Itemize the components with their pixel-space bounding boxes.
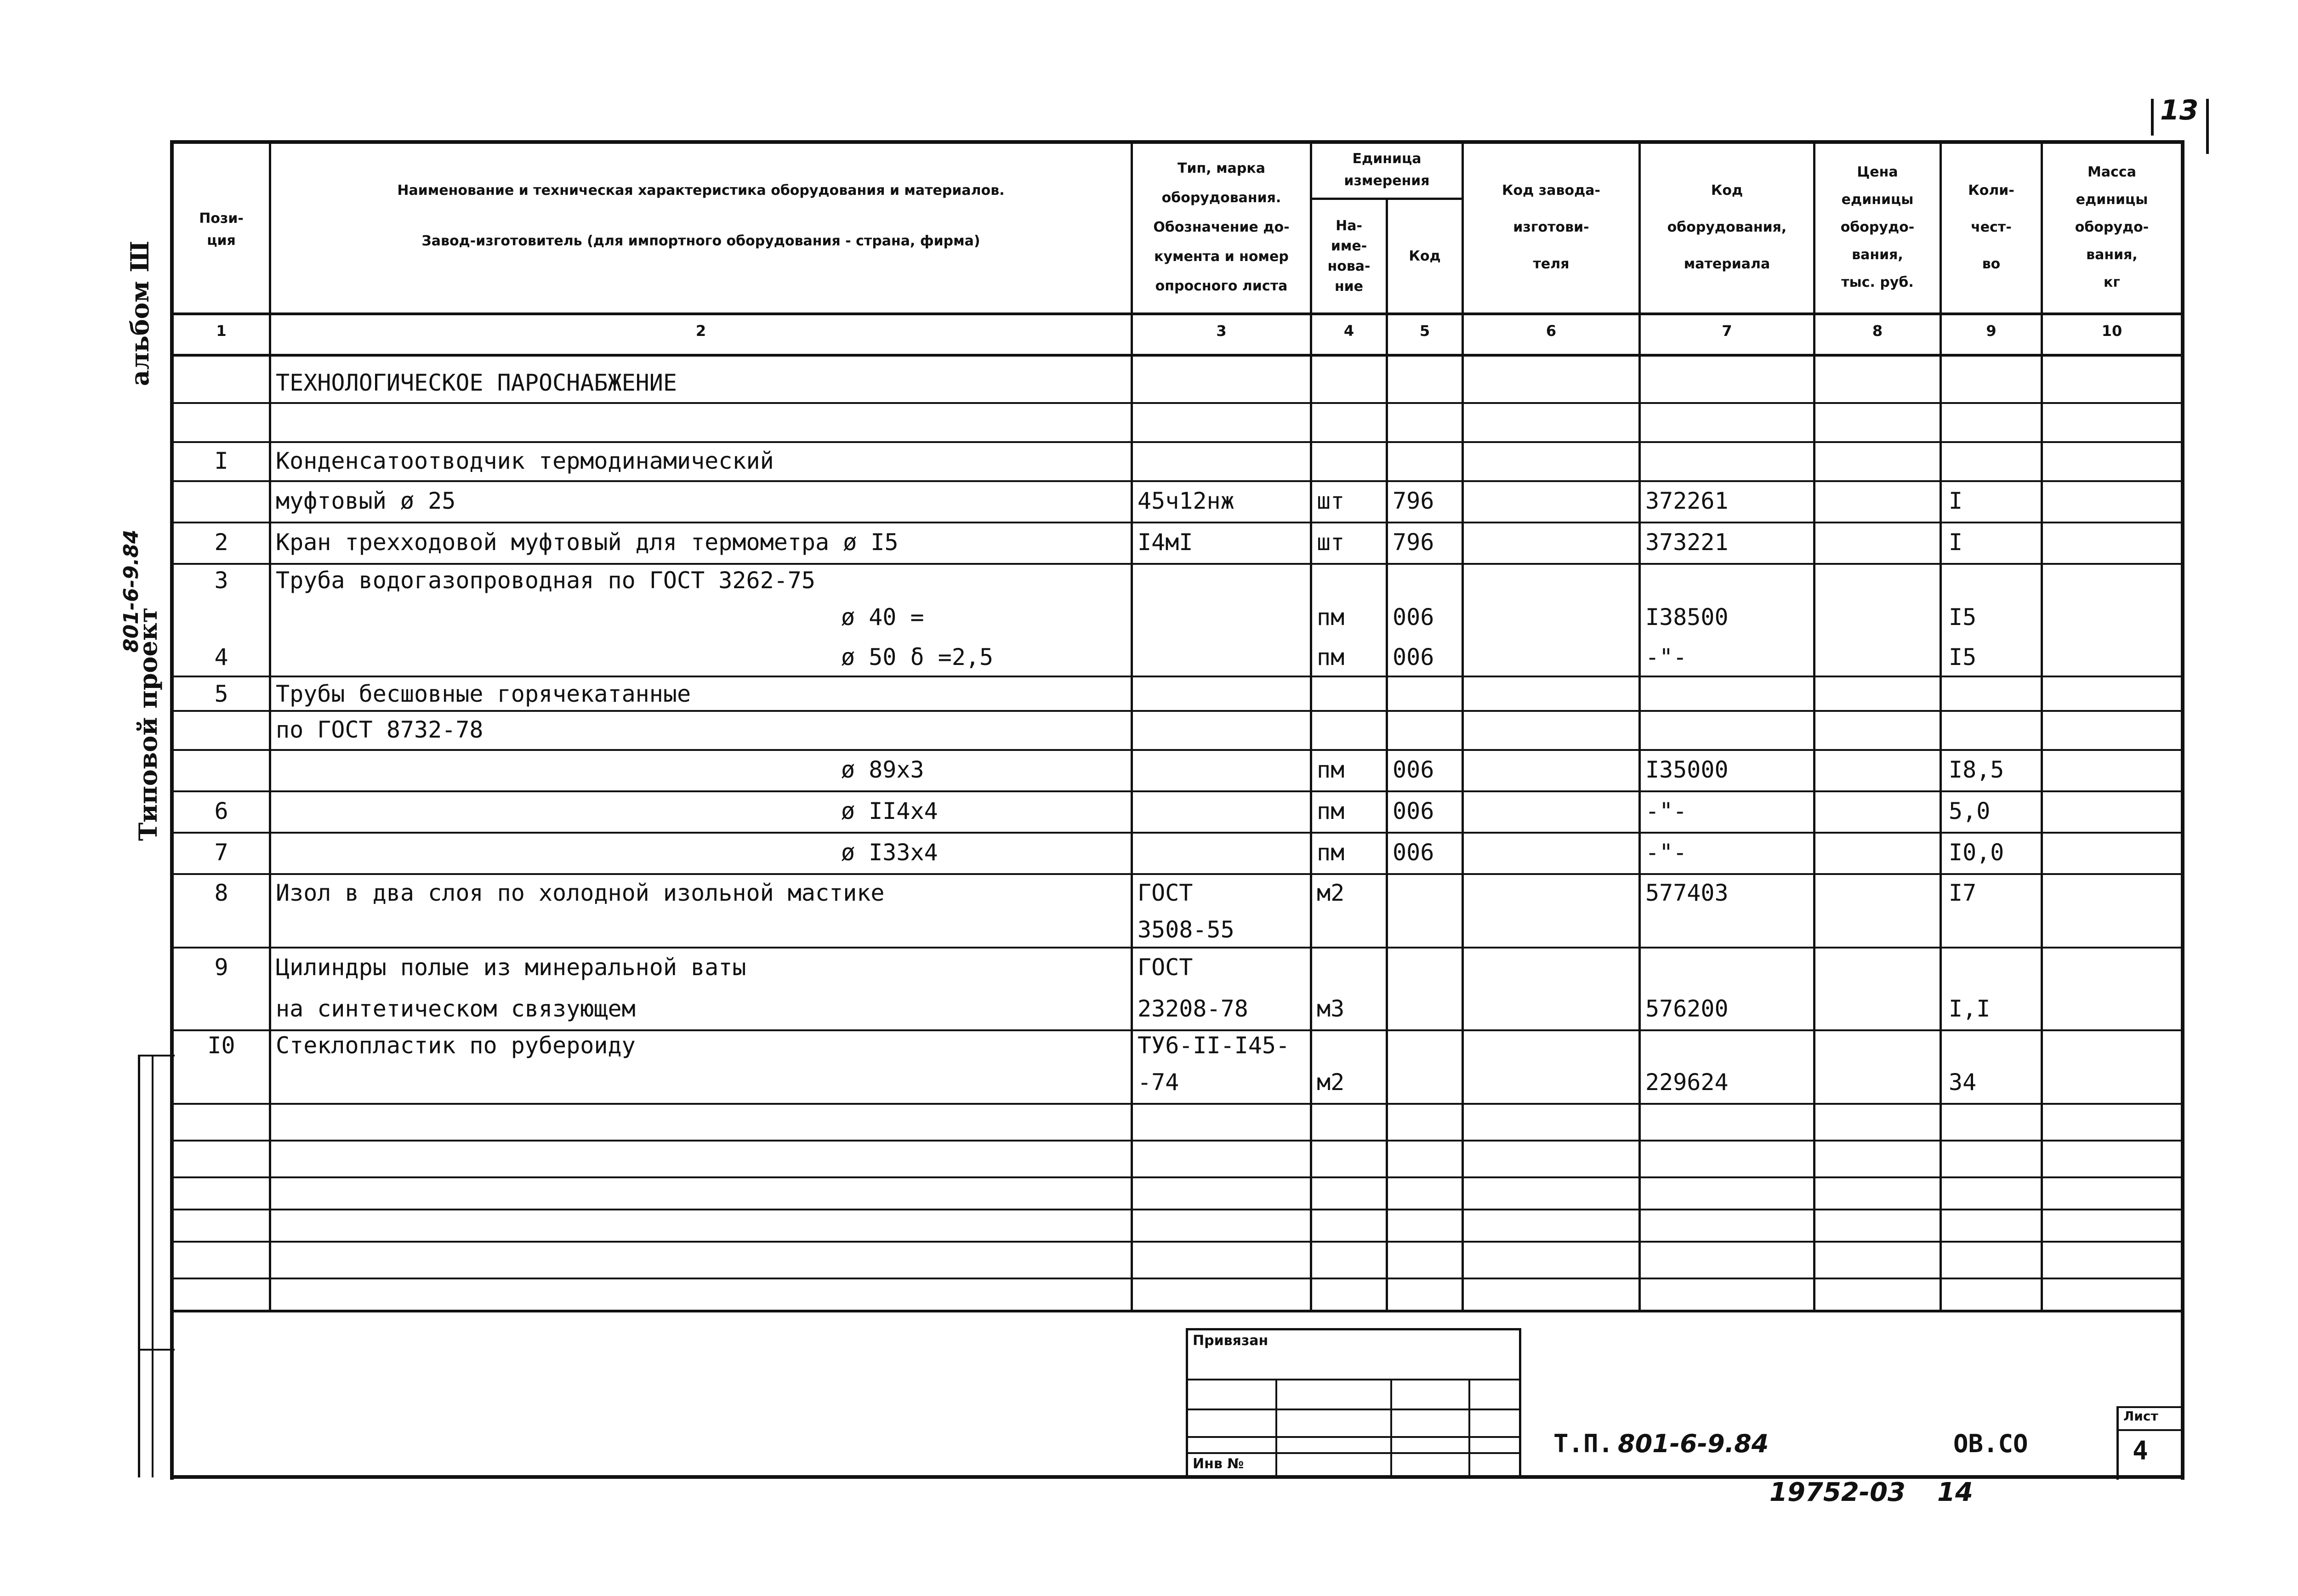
table-cell-pos	[174, 1062, 269, 1103]
stamp-box-row2	[1186, 1409, 1521, 1410]
table-cell-qty: I,I	[1949, 995, 1991, 1022]
stamp-box-col3	[1468, 1379, 1470, 1477]
table-cell-plant	[1468, 749, 1638, 790]
table-cell-type	[1138, 563, 1308, 597]
table-cell-name	[276, 1062, 1126, 1103]
table-cell-unit	[1317, 563, 1386, 597]
stamp-box-row3	[1186, 1436, 1521, 1438]
table-cell-equip	[1645, 678, 1811, 710]
table-cell-type: 23208-78	[1138, 995, 1248, 1022]
header-position: Пози- ция	[199, 210, 244, 249]
table-cell-type: 3508-55	[1138, 916, 1234, 943]
table-cell-type: I4мI	[1138, 529, 1193, 556]
table-row-line	[174, 947, 2182, 949]
table-cell-pos: 4	[214, 644, 228, 670]
table-cell-unit: шт	[1317, 529, 1345, 556]
table-cell-equip	[1645, 563, 1811, 597]
table-cell-price	[1820, 1062, 1940, 1103]
table-cell-plant	[1468, 678, 1638, 710]
table-cell-name: муфтовый ø 25	[276, 488, 456, 514]
stamp-box-top	[1186, 1328, 1521, 1330]
table-cell-plant	[1468, 522, 1638, 563]
table-cell-type: 45ч12нж	[1138, 488, 1234, 514]
table-cell-pos	[174, 363, 269, 402]
table-cell-name: ø 50 δ =2,5	[841, 644, 994, 670]
colnum-2: 2	[695, 322, 706, 340]
header-unit-mass: Масса единицы оборудо- вания, кг	[2075, 164, 2149, 290]
binding-margin-top	[138, 1055, 175, 1056]
table-cell-qty	[1949, 678, 2041, 710]
table-cell-price	[1820, 749, 1940, 790]
stamp-box-right	[1519, 1328, 1521, 1477]
colnum-1: 1	[216, 322, 227, 340]
table-cell-unit: пм	[1317, 839, 1345, 866]
table-cell-equip: I38500	[1645, 603, 1729, 630]
table-cell-qty	[1949, 710, 2041, 749]
table-cell-equip: 577403	[1645, 879, 1729, 906]
table-cell-type: ГОСТ	[1138, 954, 1193, 981]
table-cell-plant	[1468, 710, 1638, 749]
footer-note2: 14	[1937, 1477, 1973, 1507]
table-cell-unit	[1317, 947, 1386, 988]
header-unit-name: На- име- нова- ние	[1327, 217, 1371, 295]
table-row-line	[174, 563, 2182, 565]
table-cell-qty: I8,5	[1949, 756, 2004, 783]
table-cell-equip	[1645, 402, 1811, 441]
table-cell-unit: пм	[1317, 756, 1345, 783]
table-cell-plant	[1468, 363, 1638, 402]
table-cell-code	[1393, 441, 1462, 480]
sheet-label: Лист	[2123, 1409, 2158, 1424]
table-cell-type	[1138, 832, 1308, 873]
table-cell-equip: 576200	[1645, 995, 1729, 1022]
table-cell-price	[1820, 678, 1940, 710]
table-cell-code: 006	[1393, 798, 1434, 824]
header-unit-price: Цена единицы оборудо- вания, тыс. руб.	[1840, 164, 1915, 290]
stamp-box-row4	[1186, 1452, 1521, 1454]
binding-margin-inner	[152, 1055, 154, 1477]
table-cell-unit: м2	[1317, 879, 1345, 906]
table-row-line	[174, 402, 2182, 404]
table-cell-name: ТЕХНОЛОГИЧЕСКОЕ ПАРОСНАБЖЕНИЕ	[276, 369, 677, 396]
table-cell-code	[1393, 947, 1462, 988]
table-cell-code	[1393, 912, 1462, 947]
table-cell-code: 006	[1393, 644, 1434, 670]
side-project-code: 801-6-9.84	[119, 529, 143, 653]
stamp-doc-code: ОВ.СО	[1953, 1429, 2028, 1458]
table-row-line	[174, 832, 2182, 834]
table-cell-pos	[174, 597, 269, 636]
table-cell-equip: -"-	[1645, 644, 1687, 670]
table-cell-price	[1820, 597, 1940, 636]
table-cell-equip	[1645, 363, 1811, 402]
table-cell-pos: 9	[214, 954, 228, 981]
table-cell-code	[1393, 1062, 1462, 1103]
table-row-line	[174, 522, 2182, 523]
table-row-line	[174, 1209, 2182, 1210]
header-quantity: Коли- чест- во	[1968, 182, 2014, 272]
header-type: Тип, марка оборудования. Обозначение до- кумента и номер опросного листа	[1153, 160, 1290, 294]
table-cell-pos: 8	[214, 879, 228, 906]
table-cell-plant	[1468, 873, 1638, 912]
table-cell-pos	[174, 988, 269, 1029]
table-cell-code	[1393, 563, 1462, 597]
table-cell-pos: I	[214, 447, 228, 474]
table-cell-plant	[1468, 402, 1638, 441]
table-cell-price	[1820, 912, 1940, 947]
table-cell-equip: 229624	[1645, 1069, 1729, 1096]
table-cell-qty: I	[1949, 529, 1963, 556]
table-cell-unit	[1317, 678, 1386, 710]
table-row-line	[174, 676, 2182, 677]
table-cell-pos	[174, 710, 269, 749]
corner-mark-line	[2206, 99, 2209, 154]
table-cell-qty: 5,0	[1949, 798, 1991, 824]
table-cell-qty: 34	[1949, 1069, 1977, 1096]
table-cell-price	[1820, 832, 1940, 873]
table-cell-qty: I5	[1949, 644, 1977, 670]
table-cell-code	[1393, 678, 1462, 710]
sheet-box-left	[2116, 1406, 2119, 1480]
table-cell-name: Изол в два слоя по холодной изольной мастике	[276, 879, 885, 906]
sheet-box-top	[2116, 1406, 2183, 1408]
stamp-designation-hand: 801-6-9.84	[1618, 1429, 1769, 1458]
table-row-line	[174, 480, 2182, 482]
table-cell-plant	[1468, 1029, 1638, 1062]
table-cell-qty: I	[1949, 488, 1963, 514]
colnum-7: 7	[1722, 322, 1732, 340]
table-cell-pos: I0	[207, 1032, 235, 1059]
table-cell-type: ГОСТ	[1138, 879, 1193, 906]
table-cell-unit	[1317, 1029, 1386, 1062]
table-cell-pos	[174, 749, 269, 790]
table-cell-name: Цилиндры полые из минеральной ваты	[276, 954, 746, 981]
table-cell-plant	[1468, 563, 1638, 597]
table-cell-plant	[1468, 480, 1638, 522]
sheet-number: 4	[2133, 1436, 2148, 1466]
table-row-line	[174, 710, 2182, 712]
colnum-9: 9	[1986, 322, 1997, 340]
table-cell-name: ø 89х3	[841, 756, 924, 783]
table-cell-price	[1820, 873, 1940, 912]
stamp-inv-no: Инв №	[1193, 1456, 1244, 1472]
stamp-designation-prefix: Т.П.	[1553, 1429, 1614, 1458]
table-cell-equip: 373221	[1645, 529, 1729, 556]
colnum-8: 8	[1872, 322, 1883, 340]
table-cell-qty: I0,0	[1949, 839, 2004, 866]
table-cell-plant	[1468, 988, 1638, 1029]
table-cell-equip	[1645, 441, 1811, 480]
table-cell-equip: -"-	[1645, 798, 1687, 824]
stamp-box-left	[1186, 1328, 1188, 1477]
header-plant-code: Код завода- изготови- теля	[1502, 182, 1600, 272]
table-row-line	[174, 1176, 2182, 1178]
corner-sheet-number: 13	[2160, 94, 2199, 126]
sheet-box-mid	[2116, 1429, 2183, 1431]
table-cell-unit: пм	[1317, 644, 1345, 670]
table-row-line	[174, 441, 2182, 443]
stamp-box-col1	[1275, 1379, 1277, 1477]
table-row-line	[174, 1103, 2182, 1105]
table-cell-qty	[1949, 912, 2041, 947]
table-cell-type	[1138, 402, 1308, 441]
table-cell-unit	[1317, 710, 1386, 749]
table-cell-plant	[1468, 832, 1638, 873]
stamp-privyazan: Привязан	[1193, 1333, 1268, 1349]
table-cell-type	[1138, 363, 1308, 402]
corner-mark-line	[2151, 99, 2154, 136]
stamp-box-row1	[1186, 1379, 1521, 1380]
table-cell-code	[1393, 710, 1462, 749]
table-cell-plant	[1468, 790, 1638, 832]
table-cell-name: ø 40 =	[841, 603, 924, 630]
table-cell-type	[1138, 749, 1308, 790]
table-cell-price	[1820, 988, 1940, 1029]
table-cell-name: ø II4х4	[841, 798, 938, 824]
table-cell-price	[1820, 710, 1940, 749]
table-cell-plant	[1468, 597, 1638, 636]
colnum-6: 6	[1546, 322, 1557, 340]
header-equipment-code: Код оборудования, материала	[1667, 182, 1787, 272]
table-cell-price	[1820, 480, 1940, 522]
table-cell-equip	[1645, 710, 1811, 749]
table-cell-equip: 372261	[1645, 488, 1729, 514]
table-row-line	[174, 1140, 2182, 1142]
table-cell-name: по ГОСТ 8732-78	[276, 716, 483, 743]
table-cell-type	[1138, 790, 1308, 832]
table-cell-qty	[1949, 363, 2041, 402]
table-cell-qty	[1949, 563, 2041, 597]
table-row-line	[174, 749, 2182, 751]
table-cell-type: -74	[1138, 1069, 1179, 1096]
stamp-box-col2	[1390, 1379, 1392, 1477]
table-cell-code	[1393, 363, 1462, 402]
table-cell-price	[1820, 402, 1940, 441]
table-cell-equip	[1645, 912, 1811, 947]
table-cell-code: 006	[1393, 603, 1434, 630]
table-cell-name	[276, 402, 1126, 441]
table-cell-equip: I35000	[1645, 756, 1729, 783]
table-cell-price	[1820, 363, 1940, 402]
table-cell-unit	[1317, 441, 1386, 480]
table-cell-unit: м2	[1317, 1069, 1345, 1096]
table-cell-price	[1820, 636, 1940, 678]
binding-margin-outer	[138, 1055, 140, 1477]
table-cell-price	[1820, 1029, 1940, 1062]
side-project-label: Типовой проект	[133, 607, 163, 841]
table-cell-code	[1393, 988, 1462, 1029]
table-cell-unit	[1317, 363, 1386, 402]
table-row-line	[174, 1029, 2182, 1031]
colnum-5: 5	[1419, 322, 1430, 340]
colnum-10: 10	[2101, 322, 2122, 340]
table-header-bottom	[170, 312, 2183, 315]
table-body-bottom	[170, 1310, 2183, 1312]
table-cell-qty: I5	[1949, 603, 1977, 630]
table-cell-plant	[1468, 636, 1638, 678]
table-colnum-bottom	[170, 354, 2183, 357]
table-cell-plant	[1468, 947, 1638, 988]
table-cell-plant	[1468, 912, 1638, 947]
table-cell-type	[1138, 710, 1308, 749]
footer-note: 19752-03	[1769, 1477, 1906, 1507]
table-cell-price	[1820, 947, 1940, 988]
table-cell-code	[1393, 1029, 1462, 1062]
table-cell-type	[1138, 441, 1308, 480]
table-cell-unit: пм	[1317, 798, 1345, 824]
table-cell-unit: м3	[1317, 995, 1345, 1022]
table-cell-name: Конденсатоотводчик термодинамический	[276, 447, 774, 474]
table-cell-name: ø I33х4	[841, 839, 938, 866]
header-unit-code: Код	[1409, 248, 1441, 264]
table-cell-unit: пм	[1317, 603, 1345, 630]
table-cell-unit: шт	[1317, 488, 1345, 514]
table-cell-pos	[174, 402, 269, 441]
table-cell-unit	[1317, 912, 1386, 947]
table-cell-name: Труба водогазопроводная по ГОСТ 3262-75	[276, 567, 815, 594]
binding-margin-tick	[138, 1349, 175, 1351]
table-cell-qty	[1949, 947, 2041, 988]
table-cell-pos: 3	[214, 567, 228, 594]
table-cell-qty	[1949, 402, 2041, 441]
table-cell-code: 006	[1393, 756, 1434, 783]
table-row-line	[174, 1278, 2182, 1279]
table-cell-pos	[174, 912, 269, 947]
table-cell-pos: 6	[214, 798, 228, 824]
table-cell-pos: 7	[214, 839, 228, 866]
table-cell-name: Трубы бесшовные горячекатанные	[276, 681, 691, 707]
table-cell-plant	[1468, 441, 1638, 480]
table-cell-pos: 5	[214, 681, 228, 707]
table-cell-name: Кран трехходовой муфтовый для термометра ø I5	[276, 529, 899, 556]
colnum-4: 4	[1343, 322, 1354, 340]
side-album-label: альбом Ш	[125, 241, 154, 386]
table-cell-equip	[1645, 947, 1811, 988]
col-sep-4	[1386, 198, 1388, 1312]
table-cell-price	[1820, 522, 1940, 563]
table-cell-equip: -"-	[1645, 839, 1687, 866]
table-cell-name: Стеклопластик по рубероиду	[276, 1032, 636, 1059]
table-cell-type: ТУ6-II-I45-	[1138, 1032, 1290, 1059]
table-cell-plant	[1468, 1062, 1638, 1103]
table-cell-type	[1138, 678, 1308, 710]
table-cell-type	[1138, 636, 1308, 678]
table-row-line	[174, 790, 2182, 792]
header-unit-group: Единица измерения	[1344, 151, 1430, 189]
colnum-3: 3	[1216, 322, 1227, 340]
table-cell-qty	[1949, 441, 2041, 480]
table-cell-price	[1820, 441, 1940, 480]
table-cell-code	[1393, 873, 1462, 912]
table-cell-qty: I7	[1949, 879, 1977, 906]
table-cell-qty	[1949, 1029, 2041, 1062]
table-cell-unit	[1317, 402, 1386, 441]
table-cell-pos: 2	[214, 529, 228, 556]
table-cell-name	[276, 912, 1126, 947]
table-cell-code: 006	[1393, 839, 1434, 866]
table-cell-code	[1393, 402, 1462, 441]
table-cell-code: 796	[1393, 529, 1434, 556]
table-row-line	[174, 1241, 2182, 1243]
table-cell-pos	[174, 480, 269, 522]
table-left-border	[170, 140, 174, 1480]
table-cell-type	[1138, 597, 1308, 636]
table-cell-price	[1820, 563, 1940, 597]
table-cell-equip	[1645, 1029, 1811, 1062]
header-name: Наименование и техническая характеристика оборудования и материалов. Завод-изготовитель (для импортного оборудования - страна, фирма)	[397, 182, 1005, 249]
table-row-line	[174, 873, 2182, 875]
table-cell-code: 796	[1393, 488, 1434, 514]
table-cell-name: на синтетическом связующем	[276, 995, 636, 1022]
table-cell-price	[1820, 790, 1940, 832]
